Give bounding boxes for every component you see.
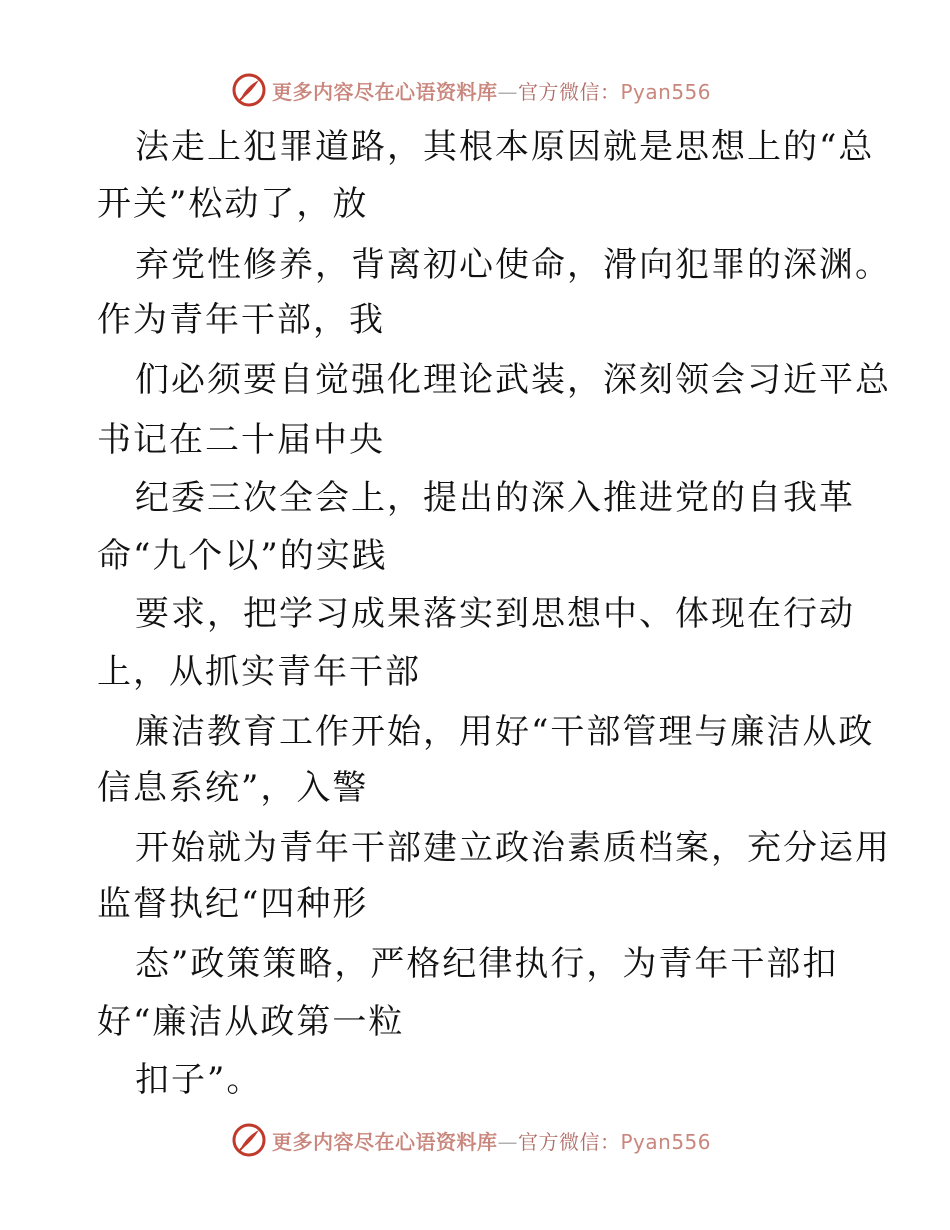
- text-line: 态”政策策略，严格纪律执行，为青年干部扣: [135, 944, 839, 984]
- feather-pen-logo-icon: [232, 1123, 266, 1157]
- text-line: 纪委三次全会上，提出的深入推进党的自我革: [135, 478, 855, 518]
- header-banner: [232, 70, 752, 110]
- text-line: 上，从抓实青年干部: [97, 652, 421, 692]
- banner-dash: —: [497, 1129, 518, 1154]
- banner-wechat-label: 官方微信：: [518, 1129, 621, 1154]
- text-line: 作为青年干部，我: [97, 300, 385, 340]
- text-line: 要求，把学习成果落实到思想中、体现在行动: [135, 594, 855, 634]
- text-line: 弃党性修养，背离初心使命，滑向犯罪的深渊。: [135, 245, 891, 285]
- text-line: 开始就为青年干部建立政治素质档案，充分运用: [135, 828, 891, 868]
- banner-title: 更多内容尽在心语资料库: [272, 1129, 498, 1154]
- feather-pen-logo-icon: [232, 73, 266, 107]
- text-line: 开关”松动了，放: [97, 184, 369, 224]
- banner-wechat-id: Pyan556: [620, 79, 712, 104]
- text-line: 命“九个以”的实践: [97, 536, 388, 576]
- text-line: 廉洁教育工作开始，用好“干部管理与廉洁从政: [135, 712, 875, 752]
- text-line: 监督执纪“四种形: [97, 884, 369, 924]
- text-line: 扣子”。: [135, 1060, 263, 1100]
- banner-wechat-label: 官方微信：: [518, 79, 621, 104]
- text-line: 法走上犯罪道路，其根本原因就是思想上的“总: [135, 127, 875, 167]
- text-line: 书记在二十届中央: [97, 420, 385, 460]
- text-line: 信息系统”，入警: [97, 768, 369, 808]
- banner-dash: —: [497, 79, 518, 104]
- banner-wechat-id: Pyan556: [620, 1129, 712, 1154]
- footer-banner: [232, 1120, 752, 1160]
- banner-title: 更多内容尽在心语资料库: [272, 79, 498, 104]
- text-line: 们必须要自觉强化理论武装，深刻领会习近平总: [135, 360, 891, 400]
- text-line: 好“廉洁从政第一粒: [97, 1002, 405, 1042]
